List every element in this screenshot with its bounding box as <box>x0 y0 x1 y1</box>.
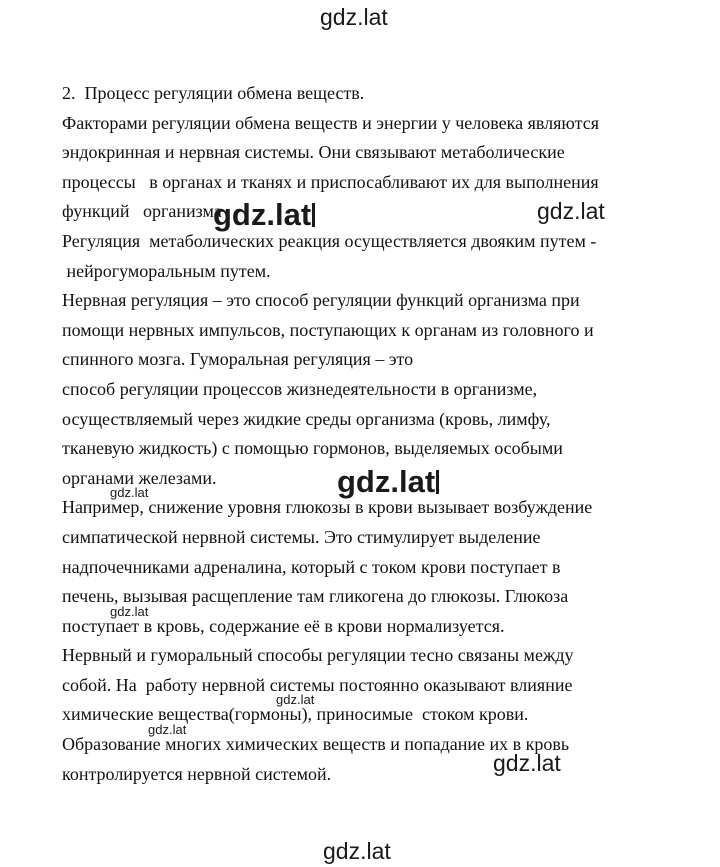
text-line: Образование многих химических веществ и попадание их в кровь <box>62 734 570 755</box>
text-line: процессы в органах и тканях и приспосабливают их для выполнения <box>62 171 599 192</box>
text-line: собой. На работу нервной системы постоянно оказывают влияние <box>62 674 573 695</box>
text-line: нейрогуморальным путем. <box>62 260 271 281</box>
text-line: симпатической нервной системы. Это стимулирует выделение <box>62 526 541 547</box>
watermark: gdz.lat <box>213 197 315 233</box>
text-line: химические вещества(гормоны), приносимые стоком крови. <box>62 704 529 725</box>
text-line: Факторами регуляции обмена веществ и энергии у человека являются <box>62 112 599 133</box>
text-line: тканевую жидкость) с помощью гормонов, выделяемых особыми <box>62 438 563 459</box>
text-line: Регуляция метаболических реакция осуществляется двояким путем - <box>62 230 597 251</box>
text-line: Например, снижение уровня глюкозы в крови вызывает возбуждение <box>62 497 593 518</box>
text-line: печень, вызывая расщепление там гликогена до глюкозы. Глюкоза <box>62 586 569 607</box>
watermark: gdz.lat <box>110 485 149 500</box>
text-line: помощи нервных импульсов, поступающих к органам из головного и <box>62 319 594 340</box>
watermark: gdz.lat <box>337 464 439 500</box>
text-line: осуществляемый через жидкие среды организма (кровь, лимфу, <box>62 408 551 429</box>
text-line: эндокринная и нервная системы. Они связывают метаболические <box>62 142 565 163</box>
watermark: gdz.lat <box>493 750 561 776</box>
text-line: надпочечниками адреналина, который с током крови поступает в <box>62 556 561 577</box>
watermark: gdz.lat <box>276 692 315 707</box>
text-line: Нервная регуляция – это способ регуляции функций организма при <box>62 290 580 311</box>
watermark: gdz.lat <box>320 4 388 30</box>
watermark: gdz.lat <box>148 722 187 737</box>
document-body <box>62 79 702 789</box>
text-line: контролируется нервной системой. <box>62 763 332 784</box>
watermark: gdz.lat <box>323 838 391 864</box>
watermark: gdz.lat <box>110 604 149 619</box>
text-line: спинного мозга. Гуморальная регуляция – это <box>62 349 414 370</box>
text-line: способ регуляции процессов жизнедеятельности в организме, <box>62 378 538 399</box>
text-line: поступает в кровь, содержание её в крови нормализуется. <box>62 615 505 636</box>
text-line: Нервный и гуморальный способы регуляции тесно связаны между <box>62 645 574 666</box>
text-line: органами железами. <box>62 467 217 488</box>
watermark: gdz.lat <box>537 198 605 224</box>
text-line: 2. Процесс регуляции обмена веществ. <box>62 83 365 103</box>
text-line: функций организма <box>62 201 222 222</box>
